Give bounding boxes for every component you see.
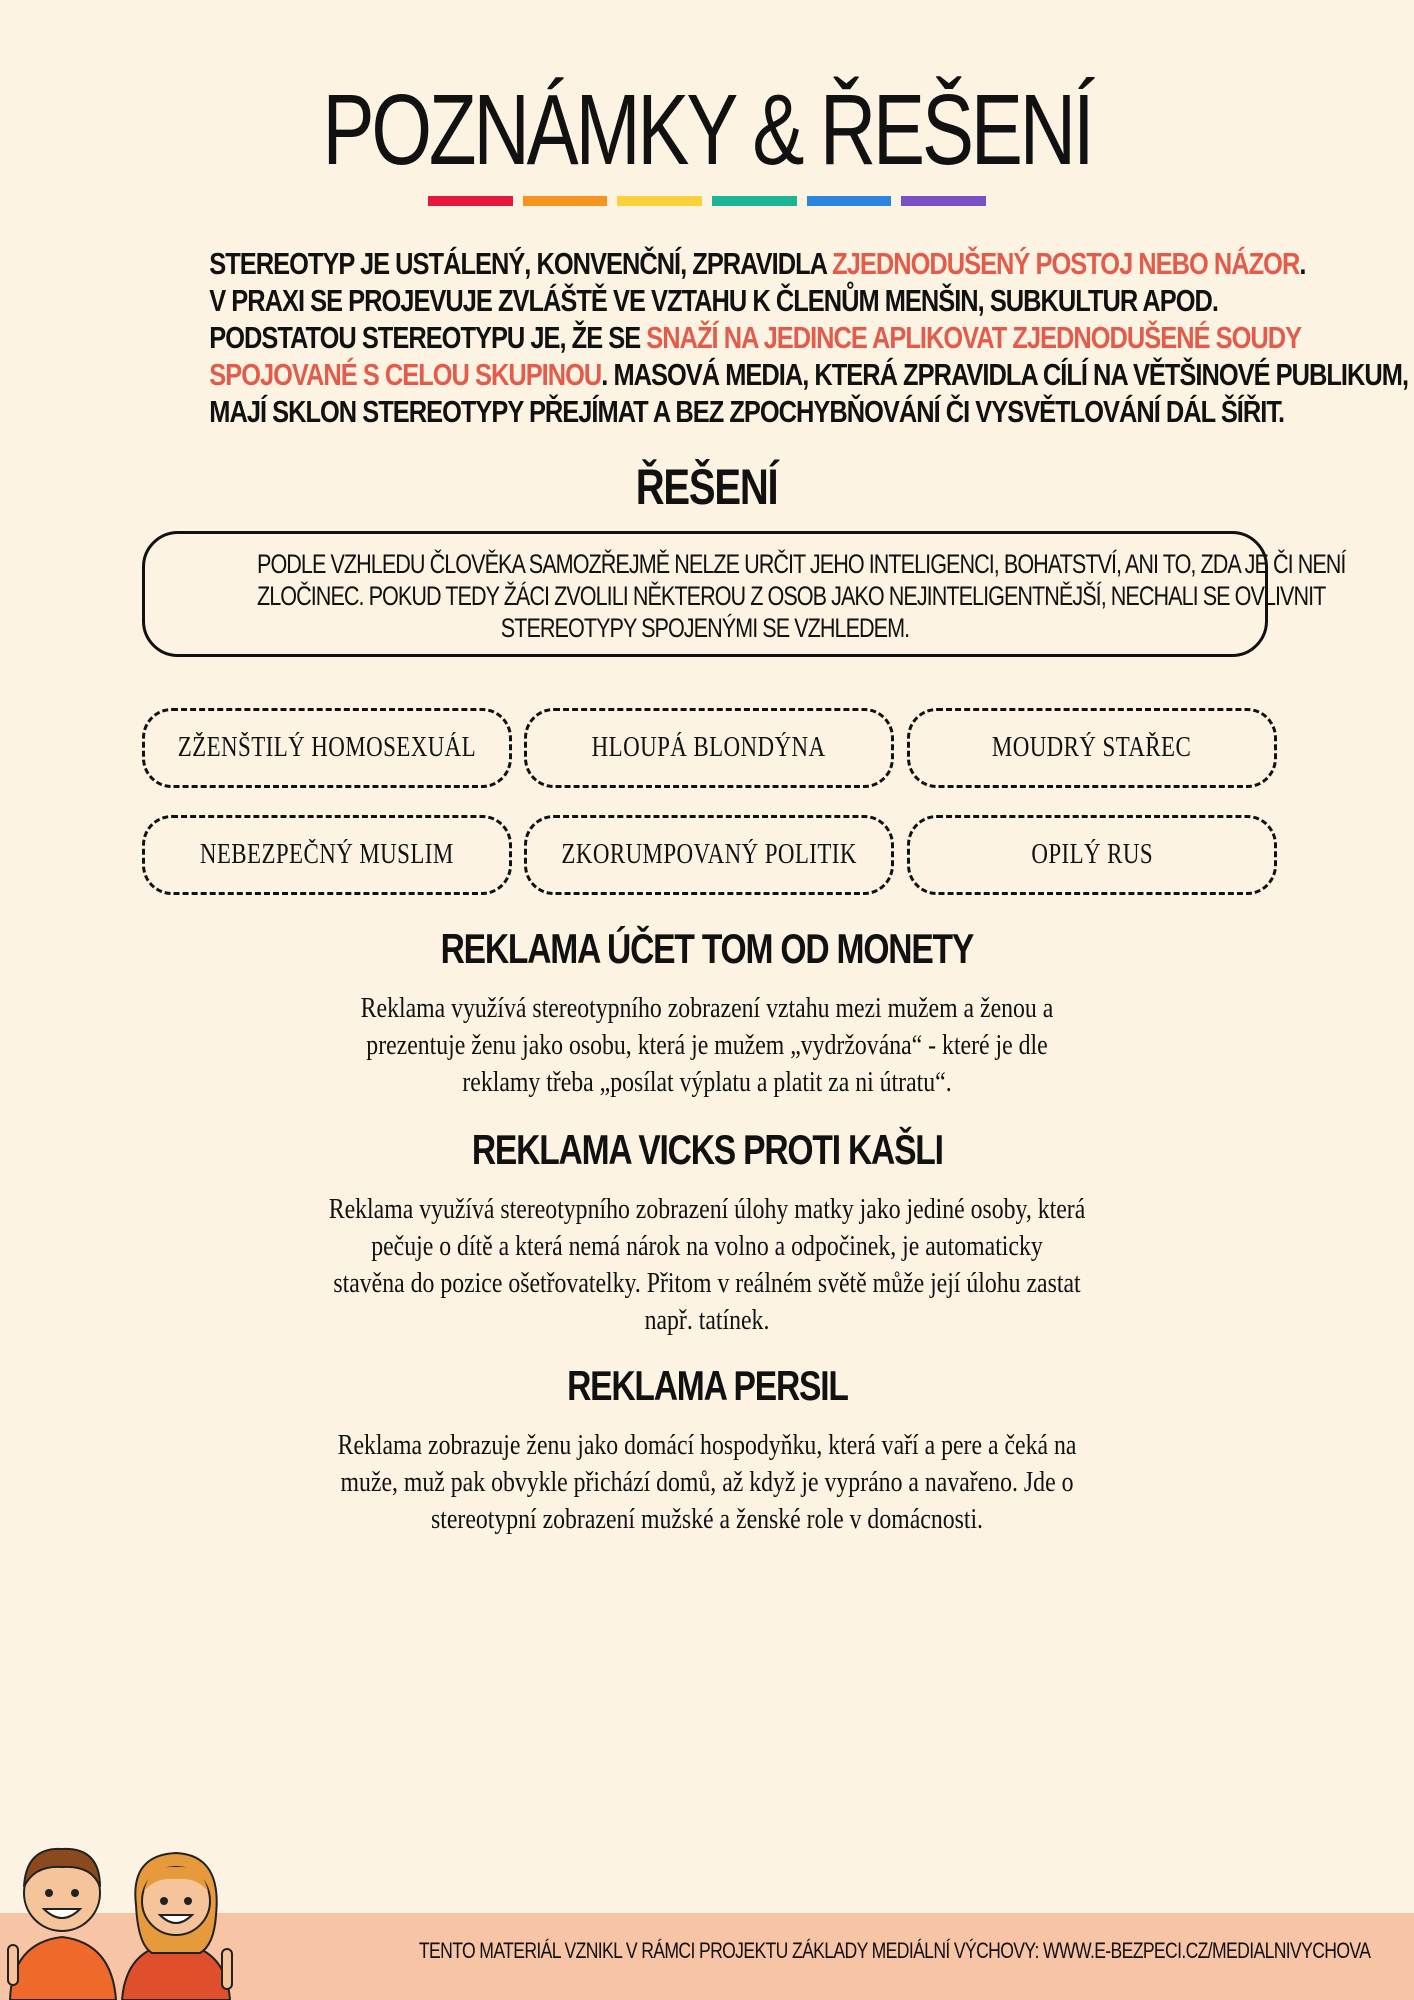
ad-heading-text: REKLAMA VICKS PROTI KAŠLI: [471, 1126, 943, 1173]
ad-text-line: prezentuje ženu jako osobu, která je mužem „vydržována“ - které je dle: [366, 1029, 1048, 1061]
stripe-red: [428, 196, 513, 206]
intro-text: STEREOTYP JE USTÁLENÝ, KONVENČNÍ, ZPRAVIDLA: [209, 246, 833, 281]
solution-box: [142, 531, 1346, 657]
stereotype-tag: [142, 815, 512, 895]
intro-highlight: SNAŽÍ NA JEDINCE APLIKOVAT ZJEDNODUŠENÉ SOUDY: [646, 320, 1302, 355]
intro-highlight: ZJEDNODUŠENÝ POSTOJ NEBO NÁZOR: [832, 246, 1300, 281]
stereotype-tag: [524, 708, 894, 788]
tag-label: ZŽENŠTILÝ HOMOSEXUÁL: [177, 732, 477, 763]
ad-text-line: muže, muž pak obvykle přichází domů, až když je vypráno a navařeno. Jde o: [340, 1466, 1074, 1498]
ad-heading: [0, 925, 1414, 973]
ad-text-line: pečuje o dítě a která nemá nárok na volno a odpočinek, je automaticky: [371, 1230, 1043, 1262]
intro-text: MAJÍ SKLON STEREOTYPY PŘEJÍMAT A BEZ ZPOCHYBŇOVÁNÍ ČI VYSVĚTLOVÁNÍ DÁL ŠÍŘIT.: [209, 394, 1285, 429]
ad-heading: [0, 1362, 1414, 1410]
ad-description: [150, 1427, 1264, 1538]
stripe-blue: [807, 196, 892, 206]
stereotype-tag: [142, 708, 512, 788]
ad-text-line: stavěna do pozice ošetřovatelky. Přitom v reálném světě může její úlohu zastat: [333, 1267, 1081, 1299]
stripe-orange: [523, 196, 608, 206]
ad-text-line: Reklama zobrazuje ženu jako domácí hospodyňku, která vaří a pere a čeká na: [337, 1429, 1077, 1461]
intro-text: PODSTATOU STEREOTYPU JE, ŽE SE: [209, 320, 647, 355]
solution-heading-text: ŘEŠENÍ: [636, 459, 778, 515]
page-title: POZNÁMKY & ŘEŠENÍ: [322, 74, 1092, 186]
ad-description: [150, 990, 1264, 1101]
solution-text: STEREOTYPY SPOJENÝMI SE VZHLEDEM.: [500, 613, 910, 643]
girl-illustration: [122, 1853, 232, 2000]
stripe-yellow: [617, 196, 702, 206]
stereotype-tag: [907, 815, 1277, 895]
tag-label: NEBEZPEČNÝ MUSLIM: [200, 839, 454, 870]
solution-text: PODLE VZHLEDU ČLOVĚKA SAMOZŘEJMĚ NELZE URČIT JEHO INTELIGENCI, BOHATSTVÍ, ANI TO, ZDA JE ČI NENÍ: [257, 549, 1346, 579]
ad-text-line: Reklama využívá stereotypního zobrazení vztahu mezi mužem a ženou a: [360, 992, 1054, 1024]
ad-text-line: stereotypní zobrazení mužské a ženské role v domácnosti.: [430, 1503, 984, 1535]
ad-description: [150, 1191, 1264, 1339]
stereotype-tag: [524, 815, 894, 895]
ad-text-line: reklamy třeba „posílat výplatu a platit za ni útratu“.: [462, 1066, 952, 1098]
ad-text-line: Reklama využívá stereotypního zobrazení úlohy matky jako jediné osoby, která: [328, 1193, 1086, 1225]
ad-heading-text: REKLAMA ÚČET TOM OD MONETY: [440, 925, 974, 972]
tag-label: HLOUPÁ BLONDÝNA: [592, 732, 826, 763]
intro-text: V PRAXI SE PROJEVUJE ZVLÁŠTĚ VE VZTAHU K ČLENŮM MENŠIN, SUBKULTUR APOD.: [209, 283, 1218, 318]
intro-text: .: [1299, 246, 1306, 281]
boy-illustration: [8, 1849, 116, 2000]
ad-heading-text: REKLAMA PERSIL: [566, 1362, 848, 1409]
tag-label: ZKORUMPOVANÝ POLITIK: [561, 839, 857, 870]
intro-paragraph: [100, 245, 1409, 430]
footer-credit: TENTO MATERIÁL VZNIKL V RÁMCI PROJEKTU ZÁKLADY MEDIÁLNÍ VÝCHOVY: WWW.E-BEZPECI.CZ/MEDIALNIVYCHOVA: [418, 1938, 1371, 1963]
tag-label: MOUDRÝ STAŘEC: [992, 732, 1192, 763]
footer-text: [300, 1938, 1414, 1964]
solution-text: ZLOČINEC. POKUD TEDY ŽÁCI ZVOLILI NĚKTEROU Z OSOB JAKO NEJINTELIGENTNĚJŠÍ, NECHALI SE OVLIVNIT: [257, 581, 1326, 611]
color-stripes: [428, 196, 986, 206]
tag-label: OPILÝ RUS: [1031, 839, 1153, 870]
solution-heading: [0, 458, 1414, 516]
ad-heading: [0, 1126, 1414, 1174]
intro-highlight: SPOJOVANÉ S CELOU SKUPINOU: [209, 357, 602, 392]
stereotype-tag: [907, 708, 1277, 788]
stripe-purple: [901, 196, 986, 206]
intro-text: . MASOVÁ MEDIA, KTERÁ ZPRAVIDLA CÍLÍ NA VĚTŠINOVÉ PUBLIKUM,: [601, 357, 1409, 392]
kids-illustration: [0, 1825, 250, 2000]
ad-text-line: např. tatínek.: [644, 1304, 770, 1336]
stripe-green: [712, 196, 797, 206]
